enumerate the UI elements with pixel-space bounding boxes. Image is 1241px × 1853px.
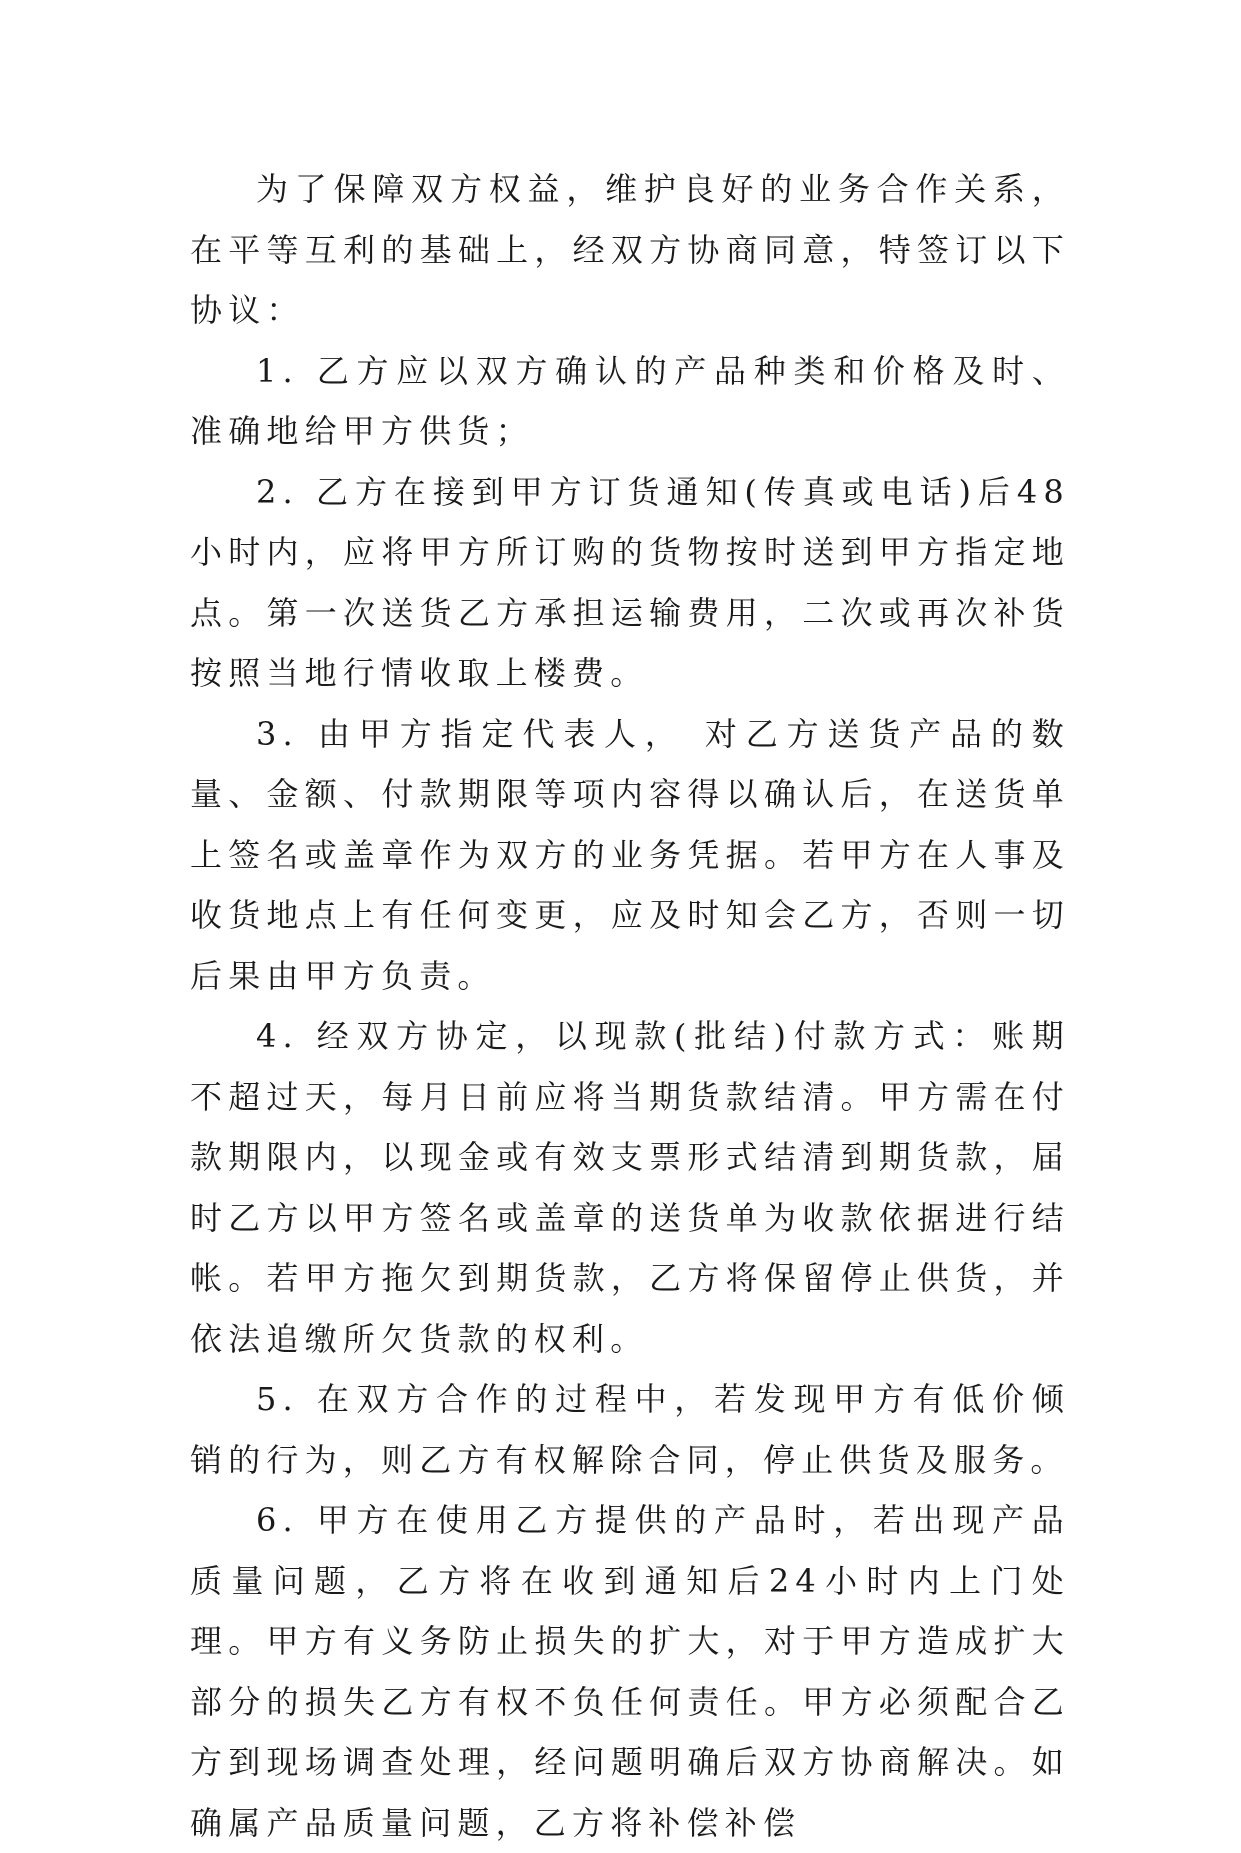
paragraph-clause-3: 3. 由甲方指定代表人， 对乙方送货产品的数量、金额、付款期限等项内容得以确认后，在送货单上签名或盖章作为双方的业务凭据。若甲方在人事及收货地点上有任何变更，应及时知会乙方，否则一切后果由甲方负责。 (190, 714, 1070, 995)
paragraph-preamble: 为了保障双方权益，维护良好的业务合作关系，在平等互利的基础上，经双方协商同意，特签订以下协议： (190, 170, 1070, 329)
paragraph-clause-5: 5. 在双方合作的过程中，若发现甲方有低价倾销的行为，则乙方有权解除合同，停止供货及服务。 (190, 1380, 1070, 1479)
paragraph-clause-1: 1. 乙方应以双方确认的产品种类和价格及时、准确地给甲方供货； (190, 351, 1070, 450)
paragraph-clause-6: 6. 甲方在使用乙方提供的产品时，若出现产品质量问题，乙方将在收到通知后24小时内上门处理。甲方有义务防止损失的扩大，对于甲方造成扩大部分的损失乙方有权不负任何责任。甲方必须配合乙方到现场调查处理，经问题明确后双方协商解决。如确属产品质量问题，乙方将补偿补偿 (190, 1501, 1070, 1842)
paragraph-clause-4: 4. 经双方协定，以现款(批结)付款方式：账期不超过天，每月日前应将当期货款结清。甲方需在付款期限内，以现金或有效支票形式结清到期货款，届时乙方以甲方签名或盖章的送货单为收款依据进行结帐。若甲方拖欠到期货款，乙方将保留停止供货，并依法追缴所欠货款的权利。 (190, 1017, 1070, 1358)
document-body (190, 159, 1070, 1853)
paragraph-clause-2: 2. 乙方在接到甲方订货通知(传真或电话)后48小时内，应将甲方所订购的货物按时送到甲方指定地点。第一次送货乙方承担运输费用，二次或再次补货按照当地行情收取上楼费。 (190, 472, 1070, 692)
